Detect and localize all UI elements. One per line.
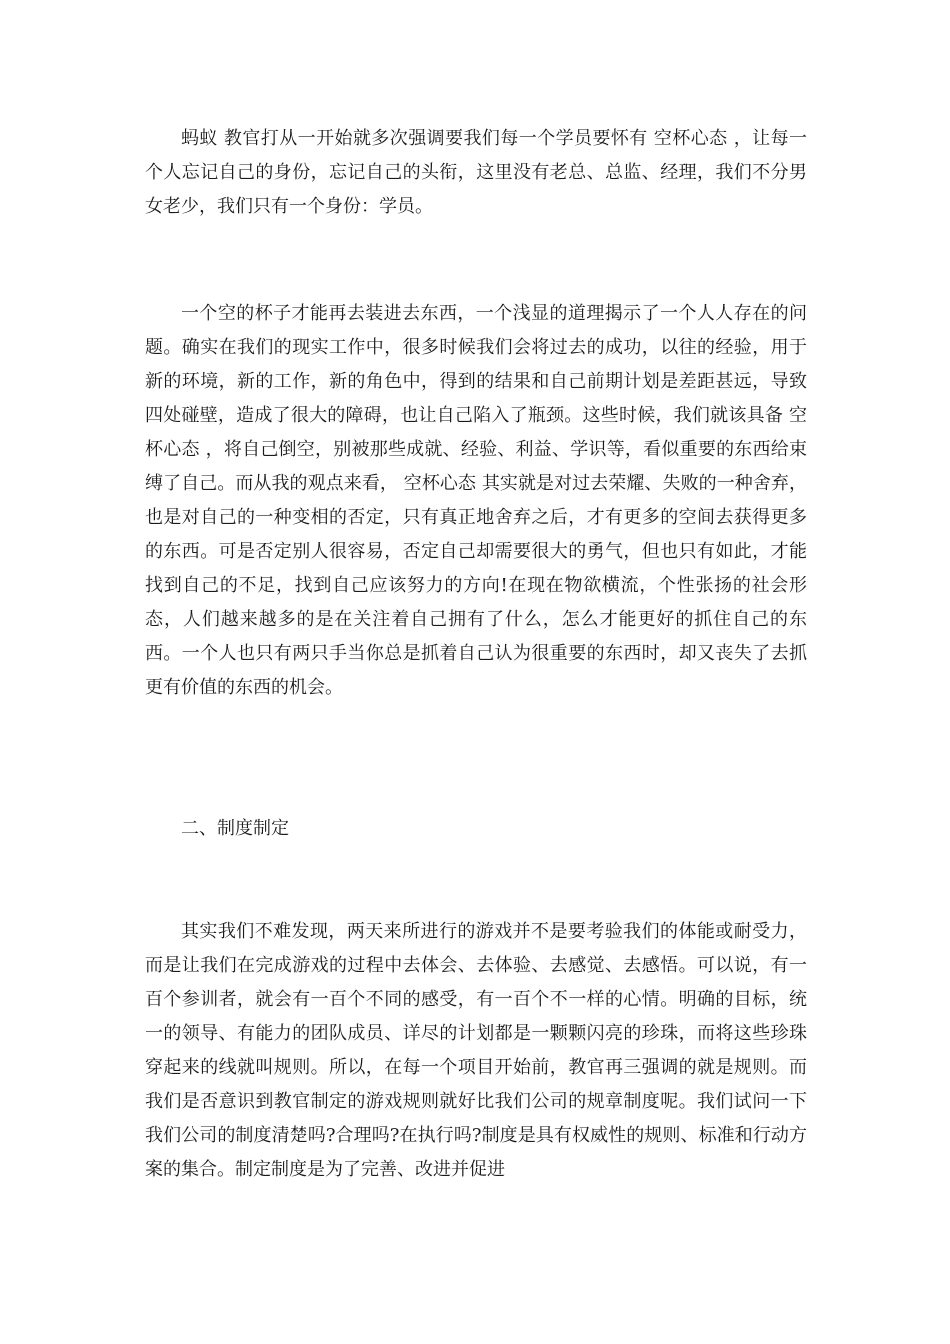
paragraph-rules: 其实我们不难发现，两天来所进行的游戏并不是要考验我们的体能或耐受力，而是让我们在完成游戏的过程中去体会、去体验、去感觉、去感悟。可以说，有一百个参训者，就会有一百个不同的感受，有一百个不一样的心情。明确的目标，统一的领导、有能力的团队成员、详尽的计划都是一颗颗闪亮的珍珠，而将这些珍珠穿起来的线就叫规则。所以，在每一个项目开始前，教官再三强调的就是规则。而我们是否意识到教官制定的游戏规则就好比我们公司的规章制度呢。我们试问一下我们公司的制度清楚吗?合理吗?在执行吗?制度是具有权威性的规则、标准和行动方案的集合。制定制度是为了完善、改进并促进 xyxy=(145,921,807,1180)
paragraph-empty-cup-intro: 蚂蚁 教官打从一开始就多次强调要我们每一个学员要怀有 空杯心态 ，让每一个人忘记自己的身份，忘记自己的头衔，这里没有老总、总监、经理，我们不分男女老少，我们只有一个身份：学员。 xyxy=(145,128,807,217)
section-heading-rules: 二、制度制定 xyxy=(181,818,289,839)
paragraph-empty-cup-mindset: 一个空的杯子才能再去装进去东西，一个浅显的道理揭示了一个人人存在的问题。确实在我们的现实工作中，很多时候我们会将过去的成功，以往的经验，用于新的环境，新的工作，新的角色中，得到的结果和自己前期计划是差距甚远，导致四处碰壁，造成了很大的障碍，也让自己陷入了瓶颈。这些时候，我们就该具备 空杯心态 ，将自己倒空，别被那些成就、经验、利益、学识等，看似重要的东西给束缚了自己。而从我的观点来看， 空杯心态 其实就是对过去荣耀、失败的一种舍弃，也是对自己的一种变相的否定，只有真正地舍弃之后，才有更多的空间去获得更多的东西。可是否定别人很容易，否定自己却需要很大的勇气，但也只有如此，才能找到自己的不足，找到自己应该努力的方向!在现在物欲横流，个性张扬的社会形态，人们越来越多的是在关注着自己拥有了什么，怎么才能更好的抓住自己的东西。一个人也只有两只手当你总是抓着自己认为很重要的东西时，却又丧失了去抓更有价值的东西的机会。 xyxy=(145,303,807,698)
